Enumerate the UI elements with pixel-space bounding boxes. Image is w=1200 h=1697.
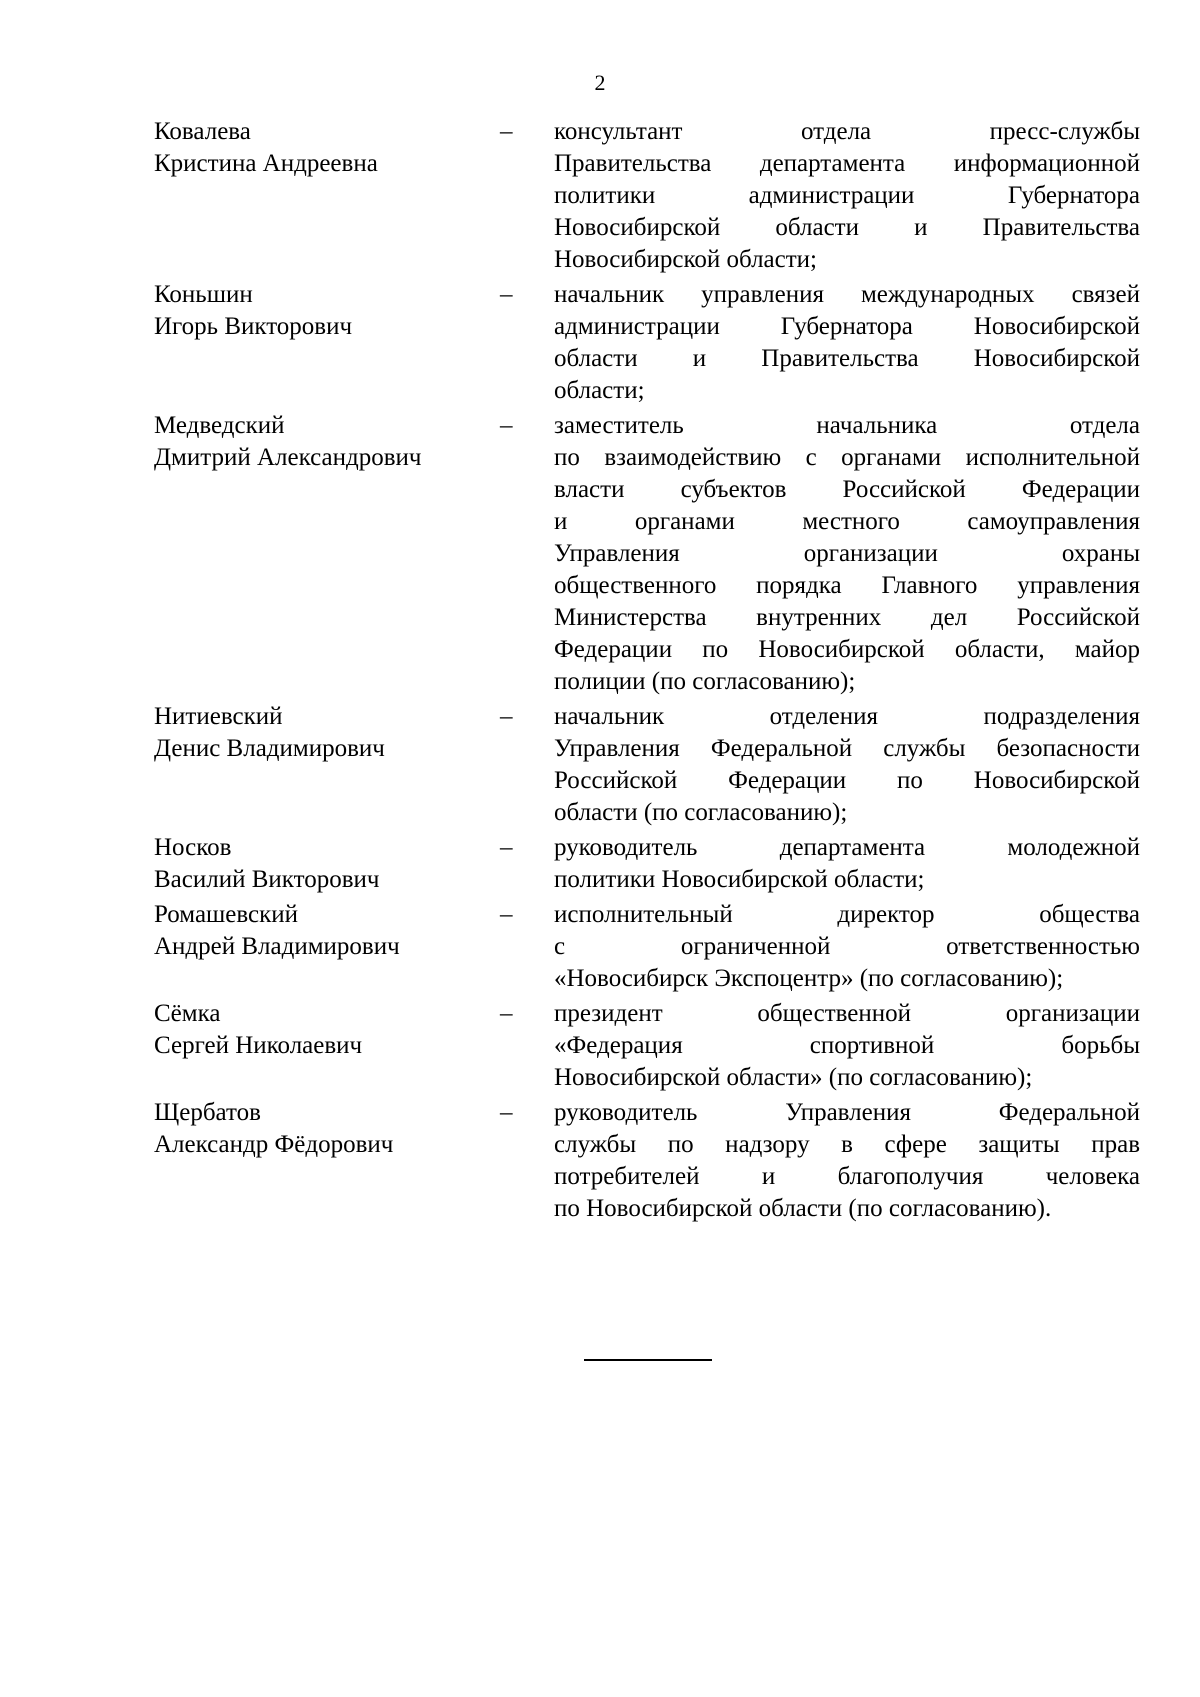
- position-line: «Новосибирск Экспоцентр» (по согласованию);: [554, 965, 1064, 992]
- position-line: области (по согласованию);: [554, 799, 848, 826]
- position-line: Российской Федерации по Новосибирской: [554, 767, 1140, 794]
- position-line: Министерства внутренних дел Российской: [554, 604, 1140, 631]
- position-line: полиции (по согласованию);: [554, 668, 856, 695]
- position-line: Новосибирской области;: [554, 246, 818, 273]
- position-line: и органами местного самоуправления: [554, 508, 1140, 535]
- member-dash: –: [500, 1000, 513, 1027]
- position-line: «Федерация спортивной борьбы: [554, 1032, 1140, 1059]
- position-line: Управления Федеральной службы безопасности: [554, 735, 1140, 762]
- member-surname: Щербатов: [154, 1099, 261, 1126]
- member-surname: Сёмка: [154, 1000, 221, 1027]
- member-row: [154, 1097, 1140, 1225]
- position-line: области;: [554, 377, 645, 404]
- member-position: [554, 410, 1140, 698]
- position-line: Новосибирской области и Правительства: [554, 214, 1140, 241]
- member-given-names: Александр Фёдорович: [154, 1131, 394, 1158]
- member-dash: –: [500, 703, 513, 730]
- member-dash: –: [500, 281, 513, 308]
- position-line: Новосибирской области» (по согласованию);: [554, 1064, 1033, 1091]
- position-line: Управления организации охраны: [554, 540, 1140, 567]
- member-name: [154, 832, 500, 896]
- position-line: политики Новосибирской области;: [554, 866, 925, 893]
- member-dash: –: [500, 1099, 513, 1126]
- position-line: по взаимодействию с органами исполнительной: [554, 444, 1140, 471]
- position-line: руководитель департамента молодежной: [554, 834, 1140, 861]
- member-position: [554, 832, 1140, 896]
- member-given-names: Дмитрий Александрович: [154, 444, 422, 471]
- member-given-names: Кристина Андреевна: [154, 150, 378, 177]
- position-line: по Новосибирской области (по согласованию).: [554, 1195, 1052, 1222]
- member-position: [554, 1097, 1140, 1225]
- position-line: начальник управления международных связей: [554, 281, 1140, 308]
- member-row: [154, 410, 1140, 698]
- position-line: общественного порядка Главного управления: [554, 572, 1140, 599]
- position-line: консультант отдела пресс-службы: [554, 118, 1140, 145]
- position-line: президент общественной организации: [554, 1000, 1140, 1027]
- member-given-names: Андрей Владимирович: [154, 933, 400, 960]
- position-line: с ограниченной ответственностью: [554, 933, 1140, 960]
- member-row: [154, 832, 1140, 896]
- member-name: [154, 279, 500, 343]
- member-row: [154, 998, 1140, 1094]
- page-number: 2: [594, 70, 606, 95]
- member-name: [154, 116, 500, 180]
- member-given-names: Игорь Викторович: [154, 313, 353, 340]
- position-line: области и Правительства Новосибирской: [554, 345, 1140, 372]
- member-given-names: Денис Владимирович: [154, 735, 385, 762]
- position-line: службы по надзору в сфере защиты прав: [554, 1131, 1140, 1158]
- member-surname: Коньшин: [154, 281, 253, 308]
- position-line: руководитель Управления Федеральной: [554, 1099, 1140, 1126]
- member-surname: Ковалева: [154, 118, 251, 145]
- member-name: [154, 1097, 500, 1161]
- member-surname: Нитиевский: [154, 703, 283, 730]
- member-dash: –: [500, 118, 513, 145]
- position-line: власти субъектов Российской Федерации: [554, 476, 1140, 503]
- position-line: потребителей и благополучия человека: [554, 1163, 1140, 1190]
- member-surname: Ромашевский: [154, 901, 299, 928]
- position-line: Федерации по Новосибирской области, майор: [554, 636, 1140, 663]
- member-dash: –: [500, 834, 513, 861]
- member-row: [154, 279, 1140, 407]
- member-position: [554, 701, 1140, 829]
- member-name: [154, 701, 500, 765]
- members-list: [154, 116, 1140, 1228]
- member-surname: Носков: [154, 834, 232, 861]
- position-line: начальник отделения подразделения: [554, 703, 1140, 730]
- member-position: [554, 116, 1140, 276]
- member-row: [154, 701, 1140, 829]
- member-name: [154, 410, 500, 474]
- member-row: [154, 899, 1140, 995]
- position-line: исполнительный директор общества: [554, 901, 1140, 928]
- member-dash: –: [500, 412, 513, 439]
- member-position: [554, 998, 1140, 1094]
- end-divider: [584, 1359, 712, 1361]
- member-surname: Медведский: [154, 412, 285, 439]
- member-given-names: Василий Викторович: [154, 866, 380, 893]
- member-row: [154, 116, 1140, 276]
- member-position: [554, 279, 1140, 407]
- position-line: Правительства департамента информационной: [554, 150, 1140, 177]
- member-dash: –: [500, 901, 513, 928]
- member-name: [154, 899, 500, 963]
- member-given-names: Сергей Николаевич: [154, 1032, 363, 1059]
- member-name: [154, 998, 500, 1062]
- position-line: заместитель начальника отдела: [554, 412, 1140, 439]
- position-line: администрации Губернатора Новосибирской: [554, 313, 1140, 340]
- position-line: политики администрации Губернатора: [554, 182, 1140, 209]
- member-position: [554, 899, 1140, 995]
